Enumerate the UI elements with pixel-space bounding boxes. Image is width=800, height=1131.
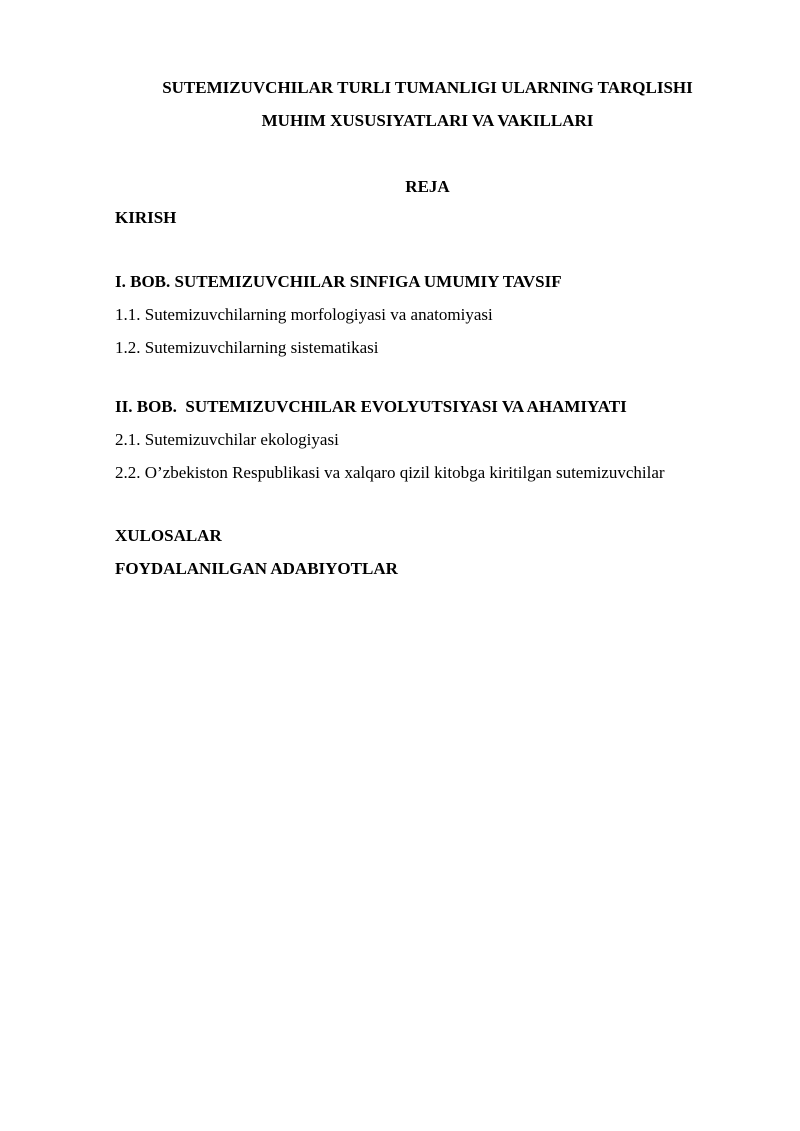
toc-references: FOYDALANILGAN ADABIYOTLAR <box>115 559 398 578</box>
toc-chapter-1-heading: I. BOB. SUTEMIZUVCHILAR SINFIGA UMUMIY TAVSIF <box>115 272 562 291</box>
toc-section-2-2: 2.2. O’zbekiston Respublikasi va xalqaro qizil kitobga kiritilgan sutemizuvchilar <box>115 463 665 482</box>
toc-section-2-1: 2.1. Sutemizuvchilar ekologiyasi <box>115 430 339 449</box>
toc-conclusions: XULOSALAR <box>115 526 222 545</box>
document-title-line-1: SUTEMIZUVCHILAR TURLI TUMANLIGI ULARNING TARQLISHI <box>162 78 693 97</box>
toc-intro: KIRISH <box>115 208 177 227</box>
toc-chapter-2-heading: II. BOB. SUTEMIZUVCHILAR EVOLYUTSIYASI VA AHAMIYATI <box>115 397 627 416</box>
toc-section-1-2: 1.2. Sutemizuvchilarning sistematikasi <box>115 338 379 357</box>
toc-section-1-1: 1.1. Sutemizuvchilarning morfologiyasi va anatomiyasi <box>115 305 493 324</box>
plan-heading: REJA <box>405 177 450 196</box>
document-title-line-2: MUHIM XUSUSIYATLARI VA VAKILLARI <box>261 111 594 130</box>
